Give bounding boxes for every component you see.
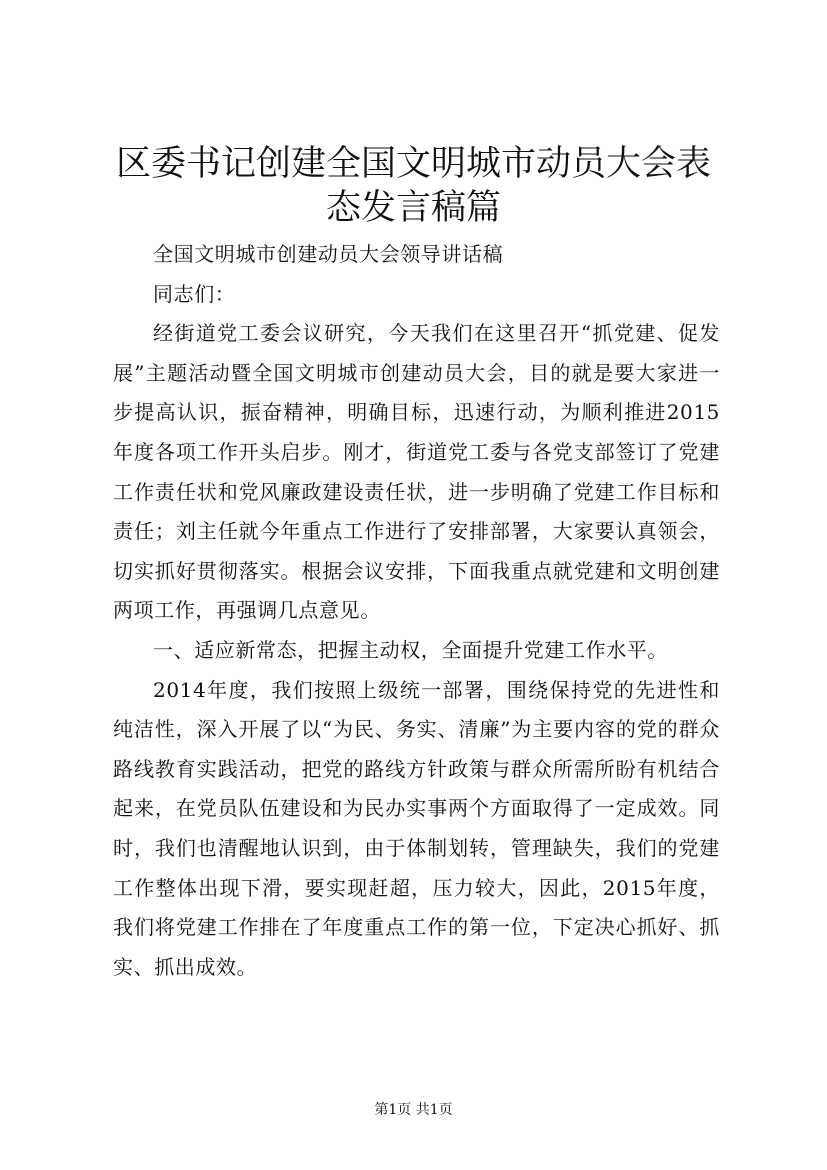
salutation-paragraph: 同志们： [153, 281, 236, 306]
document-title: 区委书记创建全国文明城市动员大会表态发言稿篇 [115, 144, 711, 228]
page-footer: 第1页 共1页 [374, 1102, 453, 1118]
subtitle-paragraph: 全国文明城市创建动员大会领导讲话稿 [153, 242, 504, 266]
document-body [113, 235, 720, 987]
section-body-paragraph: 2014年度，我们按照上级统一部署，围绕保持党的先进性和纯洁性，深入开展了以“为民、务实、清廉”为主要内容的党的群众路线教育实践活动，把党的路线方针政策与群众所需所盼有机结合起来，在党员队伍建设和为民办实事两个方面取得了一定成效。同时，我们也清醒地认识到，由于体制划转，管理缺失，我们的党建工作整体出现下滑，要实现赶超，压力较大，因此，2015年度，我们将党建工作排在了年度重点工作的第一位，下定决心抓好、抓实、抓出成效。 [113, 677, 720, 979]
intro-paragraph: 经街道党工委会议研究，今天我们在这里召开“抓党建、促发展”主题活动暨全国文明城市创建动员大会，目的就是要大家进一步提高认识，振奋精神，明确目标，迅速行动，为顺利推进2015年度各项工作开头启步。刚才，街道党工委与各党支部签订了党建工作责任状和党风廉政建设责任状，进一步明确了党建工作目标和责任；刘主任就今年重点工作进行了安排部署，大家要认真领会，切实抓好贯彻落实。根据会议安排，下面我重点就党建和文明创建两项工作，再强调几点意见。 [113, 321, 720, 623]
section-heading-paragraph: 一、适应新常态，把握主动权，全面提升党建工作水平。 [153, 637, 668, 662]
